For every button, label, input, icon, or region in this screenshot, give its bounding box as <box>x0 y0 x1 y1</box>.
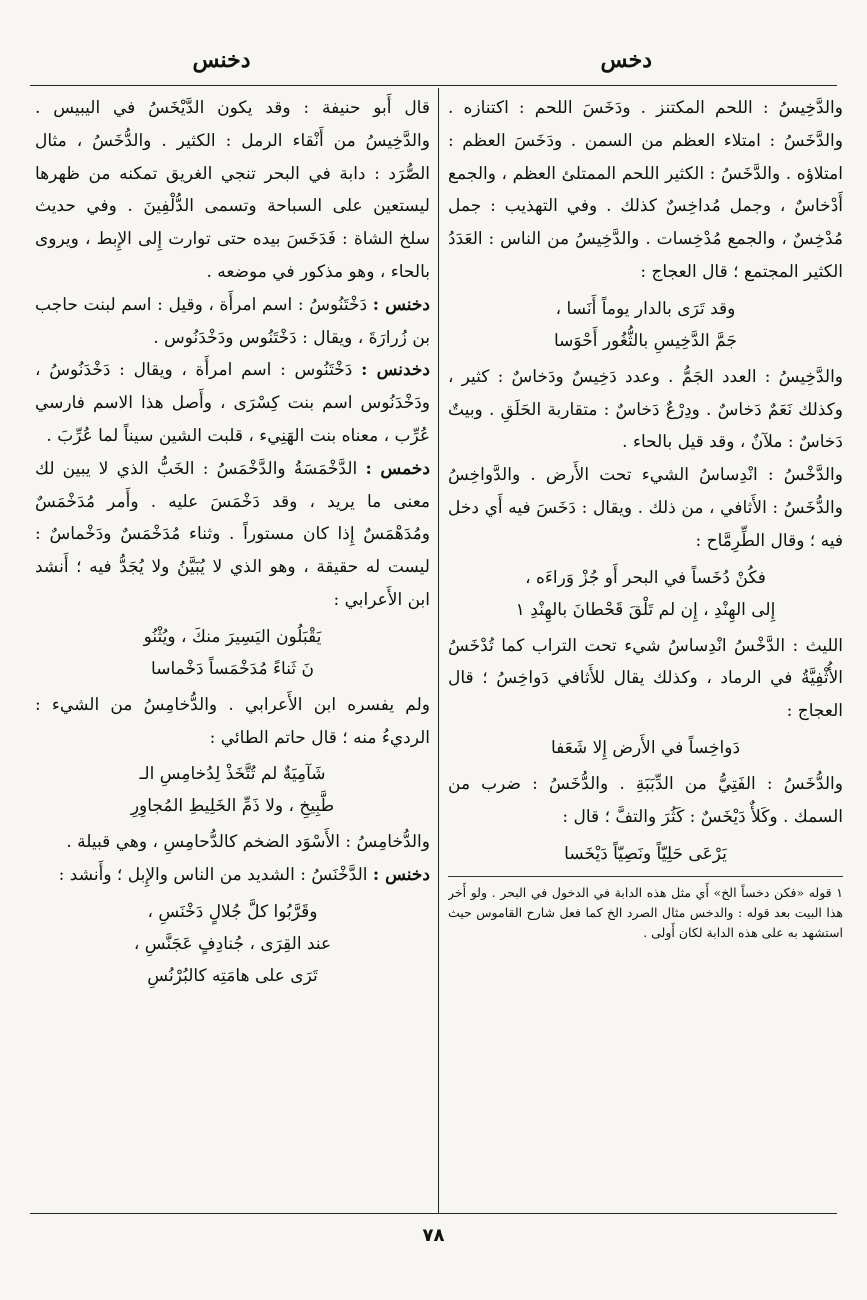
verse-line: طَّبِيخِ ، ولا ذَمِّ الخَلِيطِ المُجاوِرِ <box>130 796 335 817</box>
verse <box>448 293 843 357</box>
verse-line: وقد تَرَى بالدار يوماً أَنَسا ، <box>555 298 736 319</box>
dictionary-entry <box>35 354 430 452</box>
dictionary-entry <box>35 453 430 617</box>
bottom-rule <box>30 1213 837 1214</box>
entry-text: دَخْتَنُوسُ : اسم امرأَة ، وقيل : اسم لبنت حاجب بن زُرارَةَ ، ويقال : دَخْتَنُوس ودَخْدَنُوس . <box>35 294 430 348</box>
entry-headword: دخنس : <box>372 865 430 886</box>
entry-headword: دخمس : <box>365 458 430 479</box>
entry-headword: دخدنس : <box>361 360 430 381</box>
entry-headword: دخنس : <box>372 294 430 315</box>
left-column <box>35 92 430 1207</box>
verse <box>448 732 843 764</box>
verse-line: عند القِرَى ، جُنادِفٍ عَجَنَّسِ ، <box>133 933 332 954</box>
verse-line: وقَرَّبُوا كلَّ جُلالٍ دَخْنَسِ ، <box>147 901 318 922</box>
entry-text: الدَّخْنَسُ : الشديد من الناس والإِبل ؛ وأَنشد : <box>58 865 373 886</box>
verse-line: فكُنْ دُخَساً في البحر أَو جُزْ وَراءَه ، <box>525 567 766 588</box>
verse-line: جَمَّ الدَّخِيسِ بالثُّغُور أَحْوَسا <box>553 330 738 351</box>
verse-line: إِلى الهِنْدِ ، إِن لم تَلْقَ قَحْطانَ بالهِنْدِ ١ <box>515 599 776 620</box>
dictionary-entry <box>35 289 430 355</box>
verse <box>35 896 430 992</box>
top-rule <box>30 85 837 86</box>
verse <box>448 838 843 870</box>
paragraph: ولم يفسره ابن الأَعرابي . والدُّخامِسُ من الشيء : الرديءُ منه ؛ قال حاتم الطائي : <box>35 694 430 748</box>
paragraph: والدَّخِيسُ : اللحم المكتنز . ودَخَسَ اللحم : اكتنازه . والدَّخَسُ : امتلاء العظم من السمن . ودَخَسَ العظم : امتلاؤه . والدَّخَسُ : الكثير اللحم الممتلئ العظم ، والجمع أَدْخاسٌ ، وجمل مُداخِسٌ كذلك . وفي التهذيب : جمل مُدْخِسٌ ، والجمع مُدْخِسات . والدَّخِيسُ من الناس : العَدَدُ الكثير المجتمع ؛ قال العجاج : <box>448 98 843 282</box>
verse <box>35 621 430 685</box>
entry-text: دَخْتَنُوس : اسم امرأَة ، ويقال : دَخْدَنُوسُ ، ودَخْدَنُوس اسم بنت كِسْرَى ، وأَصل هذا الاسم فارسي عُرِّب ، معناه بنت الهَنِيء ، قلبت الشين سيناً لما عُرِّبَ . <box>35 360 430 446</box>
verse-line: تَرَى على هامَتِه كالبُرْنُسِ <box>147 965 318 986</box>
entry-text: الدَّخْمَسَةُ والدَّخْمَسُ : الخَبُّ الذي لا يبين لك معنى ما يريد ، وقد دَخْمَسَ عليه . وأَمر مُدَخْمَسٌ ومُدَهْمَسٌ إِذا كان مستوراً . وثناء مُدَخْمَسٌ ودَخْماسٌ : ليست له حقيقة ، وهو الذي لا يُبَيَّنُ ولا يُجَدُّ فيه ؛ أَنشد ابن الأَعرابي : <box>35 458 430 610</box>
paragraph: والدَّخِيسُ : العدد الجَمُّ . وعدد دَخِيسٌ ودَخاسٌ : كثير ، وكذلك نَعَمٌ دَخاسٌ . ودِرْعٌ دَخاسٌ : متقاربة الحَلَقِ . وبيتٌ دَخاسٌ : ملآنٌ ، وقد قيل بالحاء . <box>448 366 843 453</box>
verse <box>448 562 843 626</box>
left-headword: دخنس <box>192 47 251 73</box>
verse-line: شَآمِيَةٌ لم تُتَّخَذْ لِدُخامِسِ الـ <box>139 764 326 785</box>
paragraph: قال أَبو حنيفة : وقد يكون الدَّيْخَسُ في اليبيس . والدَّخِيسُ من أَنْقاء الرمل : الكثير . والدُّخَسُ ، مثال الصُّرَد : دابة في البحر تنجي الغريق تمكنه من ظهرها ليستعين على السباحة وتسمى الدُّلْفِينَ . وفي حديث سلخ الشاة : فَدَخَسَ بيده حتى توارت إِلى الإِبط ، ويروى بالحاء ، وهو مذكور في موضعه . <box>35 98 430 282</box>
paragraph: والدَّخْسُ : انْدِساسُ الشيء تحت الأَرض . والدَّواخِسُ والدُّخَسُ : الأَثافي ، من ذلك . ويقال : دَخَسَ فيه أَي دخل فيه ؛ وقال الطِّرِمَّاح : <box>448 465 843 551</box>
verse-line: دَواخِساً في الأَرض إِلا شَعَفا <box>550 737 741 758</box>
verse <box>35 758 430 822</box>
right-column <box>448 92 843 1207</box>
footnote: ١ قوله «فكن دخساً الخ» أَي مثل هذه الدابة في الدخول في البحر . ولو أَخر هذا البيت بعد قوله : والدخس مثال الصرد الخ كما فعل شارح القاموس حيث استشهد به على هذه الدابة لكان أَولى . <box>448 876 843 943</box>
dictionary-entry <box>35 859 430 892</box>
page-number: ٧٨ <box>422 1225 445 1246</box>
right-headword: دخس <box>600 47 652 73</box>
verse-line: يَرْعَى حَلِيّاً ونَصِيّاً دَيْخَسا <box>564 843 727 864</box>
column-divider <box>438 88 439 1213</box>
paragraph: والدُّخامِسُ : الأَسْوَد الضخم كالدُّحامِسِ ، وهي قبيلة . <box>66 832 430 853</box>
paragraph: والدُّخَسُ : الفَتِيُّ من الدِّبَبَةِ . والدُّخَسُ : ضرب من السمك . وكَلأٌ دَيْخَسٌ : كَثُرَ والتفَّ ؛ قال : <box>448 773 843 827</box>
page-header <box>40 40 827 80</box>
verse-line: نَ ثَناءً مُدَخْمَساً دَخْماسا <box>151 658 314 679</box>
verse-line: يَقْبَلُون اليَسِيرَ منكَ ، ويُثْنُو <box>143 626 322 647</box>
paragraph: الليث : الدَّخْسُ انْدِساسُ شيء تحت التراب كما تُدْخَسُ الأُثْفِيَّةُ في الرماد ، وكذلك يقال للأَثافي دَواخِسُ ؛ قال العجاج : <box>448 635 843 722</box>
